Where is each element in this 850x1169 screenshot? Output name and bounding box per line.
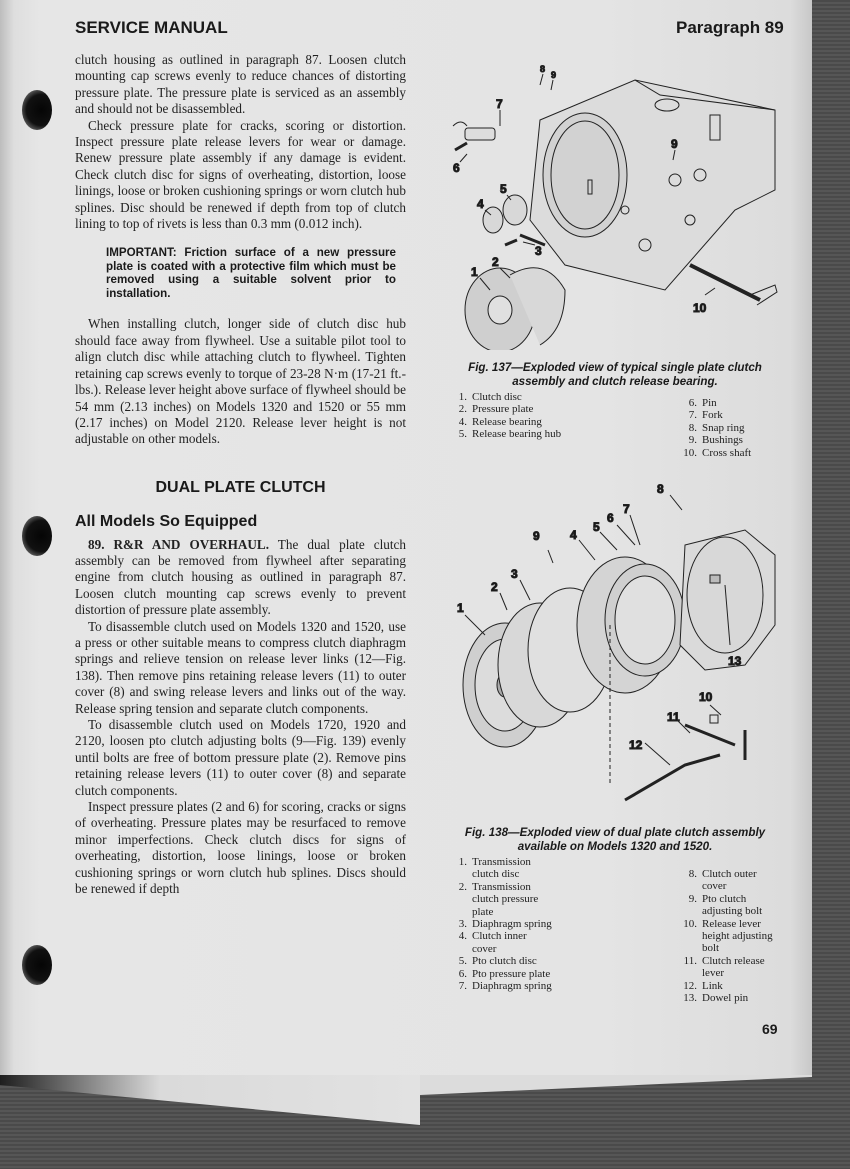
legend-item: 4. Clutch inner cover (458, 930, 527, 955)
body-paragraph: clutch housing as outlined in paragraph 87. Loosen clutch mounting cap screws evenly to reduce chances of distorting pressure plate. The pressure plate is serviced as an assembly and should not be disassembled. (75, 52, 406, 117)
figure-137-caption-block (445, 361, 785, 459)
legend-item: 5. Release bearing hub (458, 428, 562, 441)
callout-3: 3 (535, 244, 542, 258)
outer-cover-drawing (680, 530, 775, 670)
fig137-caption: Fig. 137—Exploded view of typical single plate clutch assembly and clutch release bearing. (468, 361, 762, 388)
page-curl-edge (420, 1075, 812, 1095)
page-curl-shadow (0, 1075, 420, 1125)
legend-item: 12. Link (683, 979, 723, 992)
legend-item: 1. Transmission clutch disc (458, 856, 531, 881)
figure-137 (445, 50, 785, 350)
binder-hole (22, 90, 52, 130)
fig137-legend-right (615, 391, 785, 459)
callout-11: 11 (667, 710, 680, 724)
important-note-text: IMPORTANT: Friction surface of a new pressure plate is coated with a protective film which must be removed using a suitable solvent prior to installation. (106, 246, 396, 300)
important-note (93, 246, 396, 300)
legend-item: 2. Pressure plate (458, 403, 534, 416)
body-paragraph: To disassemble clutch used on Models 1320 and 1520, use a press or other suitable means to compress clutch diaphragm springs and relieve tension on release lever links (12—Fig. 138). Then remove pins retaining release levers (11) to outer cover (8) and swing release levers and links out of the way. Release spring tension and separate clutch components. (75, 618, 406, 716)
fig138-legend (445, 856, 785, 1004)
cross-shaft-drawing (690, 265, 777, 305)
paragraph-heading: 89. R&R AND OVERHAUL. (88, 536, 269, 552)
figure-138 (445, 475, 785, 820)
body-paragraph (75, 537, 406, 619)
fig138-exploded-diagram (445, 475, 785, 820)
legend-item: 9. Pto clutch adjusting bolt (688, 892, 763, 918)
callout-12: 12 (629, 738, 643, 752)
callout-9: 9 (533, 529, 540, 543)
callout-5: 5 (593, 520, 600, 534)
release-fork-drawing (453, 122, 495, 150)
body-paragraph: Check pressure plate for cracks, scoring or distortion. Inspect pressure plate release levers for wear or damage. Renew pressure plate assembly if any damage is evident. Check clutch disc for signs of overheating, distortion, loose linings, loose or broken cushioning springs or worn clutch hub splines. Disc should be renewed if depth from top of clutch lining to top of rivets is less than 0.3 mm (0.012 inch). (75, 117, 406, 232)
inner-cover-drawing (577, 557, 685, 693)
legend-item: 2. Transmission clutch pressure plate (458, 880, 539, 918)
legend-item: 7. Fork (688, 409, 723, 422)
legend-item: 6. Pto pressure plate (458, 967, 551, 980)
callout-10: 10 (699, 690, 713, 704)
fig138-caption: Fig. 138—Exploded view of dual plate clutch assembly available on Models 1320 and 1520. (464, 826, 766, 853)
page-number: 69 (762, 1021, 778, 1037)
legend-item: 7. Diaphragm spring (458, 980, 552, 993)
figure-138-caption-block (445, 826, 785, 1004)
legend-item: 1. Clutch disc (458, 391, 522, 403)
clutch-housing-drawing (530, 80, 775, 290)
legend-item: 10. Cross shaft (683, 446, 752, 459)
callout-9: 9 (551, 70, 557, 80)
legend-item: 4. Release bearing (458, 415, 542, 428)
legend-item: 8. Snap ring (688, 421, 745, 434)
callout-9b: 9 (671, 137, 678, 151)
running-head-right: Paragraph 89 (676, 18, 784, 37)
fig137-exploded-diagram (445, 50, 785, 350)
legend-item: 9. Bushings (688, 434, 743, 447)
legend-item: 3. Diaphragm spring (458, 918, 552, 931)
callout-1: 1 (471, 265, 478, 279)
binder-hole (22, 516, 52, 556)
legend-item: 10. Release lever height adjusting bolt (683, 917, 773, 955)
legend-item: 11. Clutch release lever (683, 954, 765, 980)
fig138-legend-right (615, 856, 785, 1004)
callout-4: 4 (570, 528, 577, 542)
callout-4: 4 (477, 197, 484, 211)
legend-item: 13. Dowel pin (683, 992, 749, 1005)
left-column (75, 52, 406, 897)
callout-8: 8 (657, 482, 664, 496)
callout-5: 5 (500, 182, 507, 196)
legend-item: 8. Clutch outer cover (688, 868, 757, 893)
legend-item: 6. Pin (688, 397, 717, 409)
clutch-disc-drawing (465, 268, 565, 350)
callout-13: 13 (728, 654, 742, 668)
running-head-left: SERVICE MANUAL (75, 18, 228, 37)
section-title: DUAL PLATE CLUTCH (155, 478, 326, 496)
body-paragraph: To disassemble clutch used on Models 1720, 1920 and 2120, loosen pto clutch adjusting bolts (9—Fig. 139) evenly until bolts are free of bottom pressure plate (2). Remove pins retaining release levers (11) to outer cover (8) and separate clutch components. (75, 717, 406, 798)
callout-7: 7 (496, 97, 503, 111)
paragraph-text: The dual plate clutch assembly can be removed from flywheel after separating engine from clutch housing as outlined in paragraph 87. Loosen clutch mounting cap screws evenly to prevent distortion of pressure plate assembly. (75, 536, 406, 618)
subsection-title: All Models So Equipped (75, 513, 258, 531)
callout-7: 7 (623, 502, 630, 516)
legend-item: 5. Pto clutch disc (458, 955, 537, 968)
callout-6: 6 (607, 511, 614, 525)
callout-1: 1 (457, 601, 464, 615)
fig137-legend-left (445, 391, 615, 459)
callout-10: 10 (693, 301, 707, 315)
fig137-legend (445, 391, 785, 459)
binder-hole (22, 945, 52, 985)
callout-6: 6 (453, 161, 460, 175)
callout-3: 3 (511, 567, 518, 581)
callout-2: 2 (492, 255, 499, 269)
body-paragraph: Inspect pressure plates (2 and 6) for scoring, cracks or signs of overheating. Pressure plates may be resurfaced to remove minor imperfections. Check clutch discs for signs of overheating, distortion, loose linings, loose or broken cushioning springs or worn clutch hub splines. Discs should be renewed if depth (75, 799, 406, 897)
callout-2: 2 (491, 580, 498, 594)
callout-8: 8 (540, 64, 546, 74)
body-paragraph: When installing clutch, longer side of clutch disc hub should face away from flywheel. Use a suitable pilot tool to align clutch disc while attaching clutch to flywheel. Tighten retaining cap screws evenly to torque of 23-28 N·m (17-21 ft.-lbs.). Release lever height above surface of flywheel should be 54 mm (2.13 inches) on Models 1320 and 1520 or 55 mm (2.17 inches) on Model 2120. Release lever height is not adjustable on other models. (75, 316, 406, 447)
fig138-legend-left (445, 856, 615, 1004)
